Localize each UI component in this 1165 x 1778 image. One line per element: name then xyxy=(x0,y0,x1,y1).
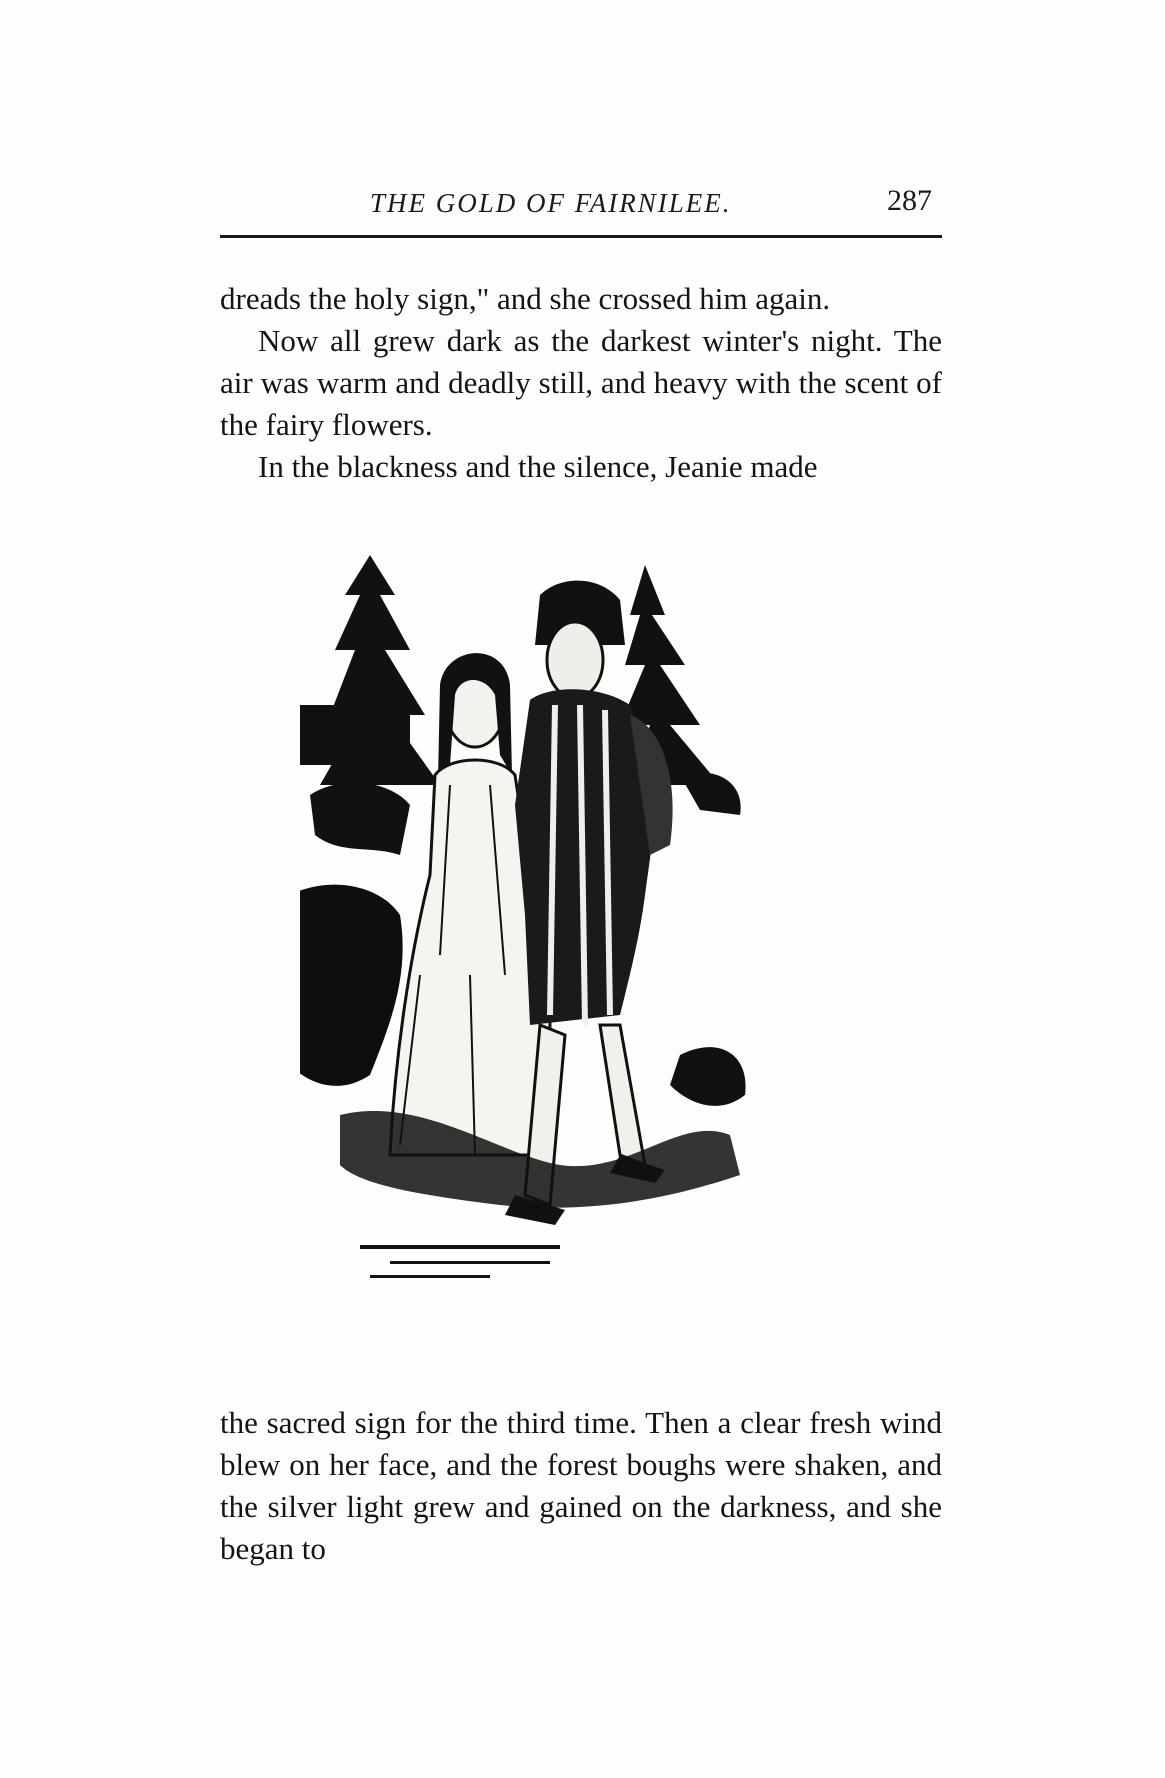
engraving-illustration xyxy=(300,555,860,1375)
paragraph: dreads the holy sign," and she crossed him again. xyxy=(220,281,831,316)
paragraph: Now all grew dark as the darkest winter's night. The air was warm and deadly still, and heavy with the scent of the fairy flowers. xyxy=(220,323,942,442)
text-block-bottom xyxy=(220,1402,942,1570)
paragraph: the sacred sign for the third time. Then a clear fresh wind blew on her face, and the forest boughs were shaken, and the silver light grew and gained on the darkness, and she began to xyxy=(220,1405,942,1566)
engraving-couple-in-forest-icon xyxy=(300,555,860,1375)
paragraph: In the blackness and the silence, Jeanie made xyxy=(258,449,818,484)
header-rule xyxy=(220,235,942,238)
page-number: 287 xyxy=(887,184,932,217)
text-block-top xyxy=(220,278,942,488)
running-title: THE GOLD OF FAIRNILEE. xyxy=(370,188,732,218)
page-header xyxy=(220,180,942,224)
